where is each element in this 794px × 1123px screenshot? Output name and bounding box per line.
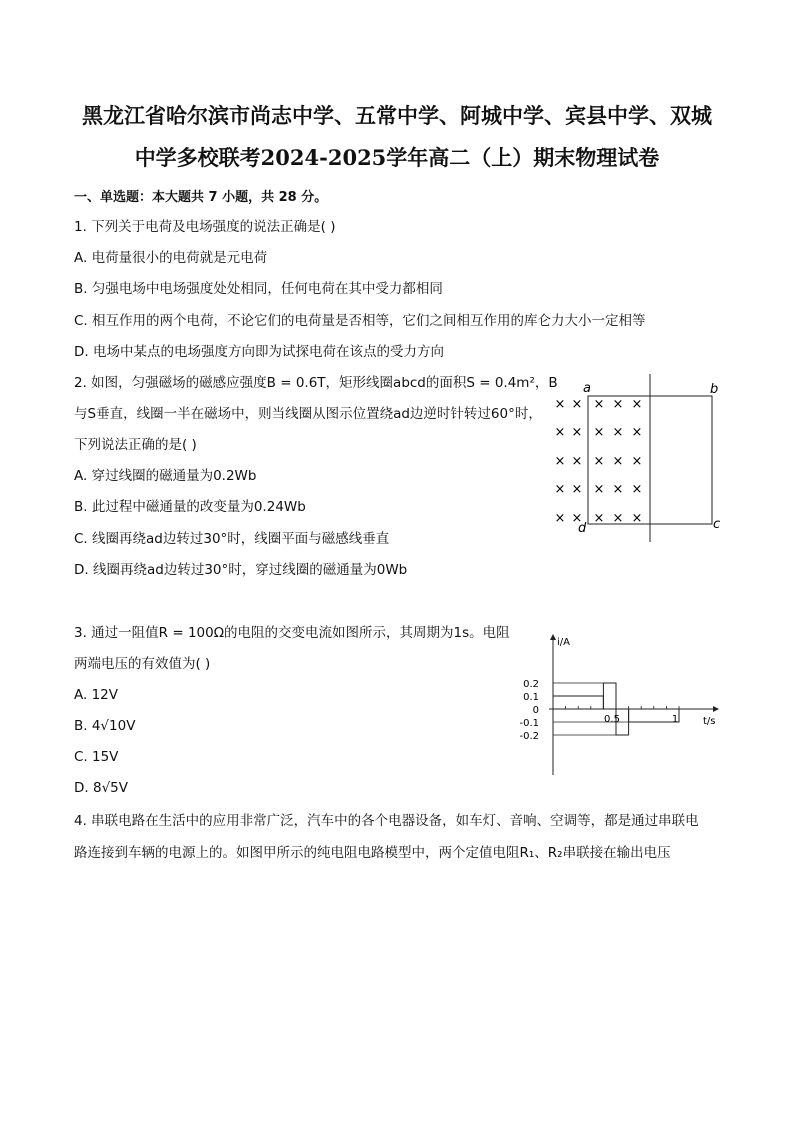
page-title-line-2: 中学多校联考2024-2025学年高二（上）期末物理试卷 (134, 145, 660, 170)
y-tick-label: 0.1 (523, 692, 539, 703)
q3-option-d: D. 8√5V (74, 780, 128, 796)
q3-stem-line-2: 两端电压的有效值为( ) (74, 656, 211, 672)
x-axis-arrow (713, 706, 719, 712)
y-tick-label: -0.1 (519, 718, 539, 729)
field-cross-1-1: × (571, 425, 583, 440)
q1-option-d: D. 电场中某点的电场强度方向即为试探电荷在该点的受力方向 (74, 344, 444, 360)
field-cross-3-2: × (593, 482, 605, 497)
x-tick-label: 0.5 (604, 714, 620, 725)
field-cross-3-1: × (571, 482, 583, 497)
q3-option-c: C. 15V (74, 749, 119, 765)
y-tick-label: 0 (532, 705, 539, 716)
field-cross-2-3: × (612, 454, 624, 469)
x-tick-label: 1 (671, 714, 679, 725)
field-cross-4-2: × (593, 511, 605, 526)
field-cross-1-2: × (593, 425, 605, 440)
field-cross-4-4: × (631, 511, 643, 526)
q2-stem-line-1: 2. 如图，匀强磁场的磁感应强度B = 0.6T，矩形线圈abcd的面积S = 0.4m²，B (74, 375, 558, 391)
field-cross-1-0: × (554, 425, 566, 440)
y-tick-label: -0.2 (519, 731, 539, 742)
q2-stem-line-2: 与S垂直，线圈一半在磁场中，则当线圈从图示位置绕ad边逆时针转过60°时， (74, 406, 542, 422)
field-cross-1-3: × (612, 425, 624, 440)
q1-stem: 1. 下列关于电荷及电场强度的说法正确是( ) (74, 219, 336, 235)
field-cross-2-0: × (554, 454, 566, 469)
label-d: d (578, 521, 587, 536)
q3-stem-line-1: 3. 通过一阻值R = 100Ω的电阻的交变电流如图所示，其周期为1s。电阻 (74, 625, 510, 641)
q4-stem-line-1: 4. 串联电路在生活中的应用非常广泛，汽车中的各个电器设备，如车灯、音响、空调等，都是通过串联电 (74, 813, 699, 829)
q2-option-c: C. 线圈再绕ad边转过30°时，线圈平面与磁感线垂直 (74, 531, 390, 547)
field-cross-0-1: × (571, 397, 583, 412)
section-heading: 一、单选题：本大题共 7 小题，共 28 分。 (74, 190, 328, 205)
field-cross-2-4: × (631, 454, 643, 469)
field-cross-0-0: × (554, 397, 566, 412)
field-cross-4-0: × (554, 511, 566, 526)
q1-option-c: C. 相互作用的两个电荷，不论它们的电荷量是否相等，它们之间相互作用的库仑力大小一定相等 (74, 313, 646, 329)
q4-stem-line-2: 路连接到车辆的电源上的。如图甲所示的纯电阻电路模型中，两个定值电阻R₁、R₂串联接在输出电压 (74, 845, 671, 861)
x-axis-label: t/s (703, 716, 716, 727)
q1-option-a: A. 电荷量很小的电荷就是元电荷 (74, 250, 268, 266)
y-axis-label: i/A (557, 637, 570, 648)
q2-stem-line-3: 下列说法正确的是( ) (74, 437, 197, 453)
label-c: c (713, 517, 721, 532)
label-a: a (583, 381, 591, 396)
field-cross-3-3: × (612, 482, 624, 497)
field-cross-0-3: × (612, 397, 624, 412)
field-cross-3-0: × (554, 482, 566, 497)
field-cross-4-1: × (571, 511, 583, 526)
field-cross-0-2: × (593, 397, 605, 412)
y-tick-label: 0.2 (523, 679, 539, 690)
page-title-line-1: 黑龙江省哈尔滨市尚志中学、五常中学、阿城中学、宾县中学、双城 (82, 103, 712, 128)
q1-option-b: B. 匀强电场中电场强度处处相同，任何电荷在其中受力都相同 (74, 281, 443, 297)
current-time-chart (515, 630, 725, 780)
magnetic-field-figure (545, 372, 735, 542)
field-cross-4-3: × (612, 511, 624, 526)
field-cross-1-4: × (631, 425, 643, 440)
q2-option-b: B. 此过程中磁通量的改变量为0.24Wb (74, 499, 306, 515)
label-b: b (710, 382, 719, 397)
current-segment-1 (603, 683, 616, 709)
q2-option-a: A. 穿过线圈的磁通量为0.2Wb (74, 468, 257, 484)
field-cross-0-4: × (631, 397, 643, 412)
field-cross-2-2: × (593, 454, 605, 469)
q3-option-b: B. 4√10V (74, 718, 136, 734)
field-cross-3-4: × (631, 482, 643, 497)
field-crosses (555, 397, 643, 526)
q2-option-d: D. 线圈再绕ad边转过30°时，穿过线圈的磁通量为0Wb (74, 562, 408, 578)
q3-option-a: A. 12V (74, 687, 118, 703)
y-axis-arrow (550, 634, 556, 640)
field-cross-2-1: × (571, 454, 583, 469)
